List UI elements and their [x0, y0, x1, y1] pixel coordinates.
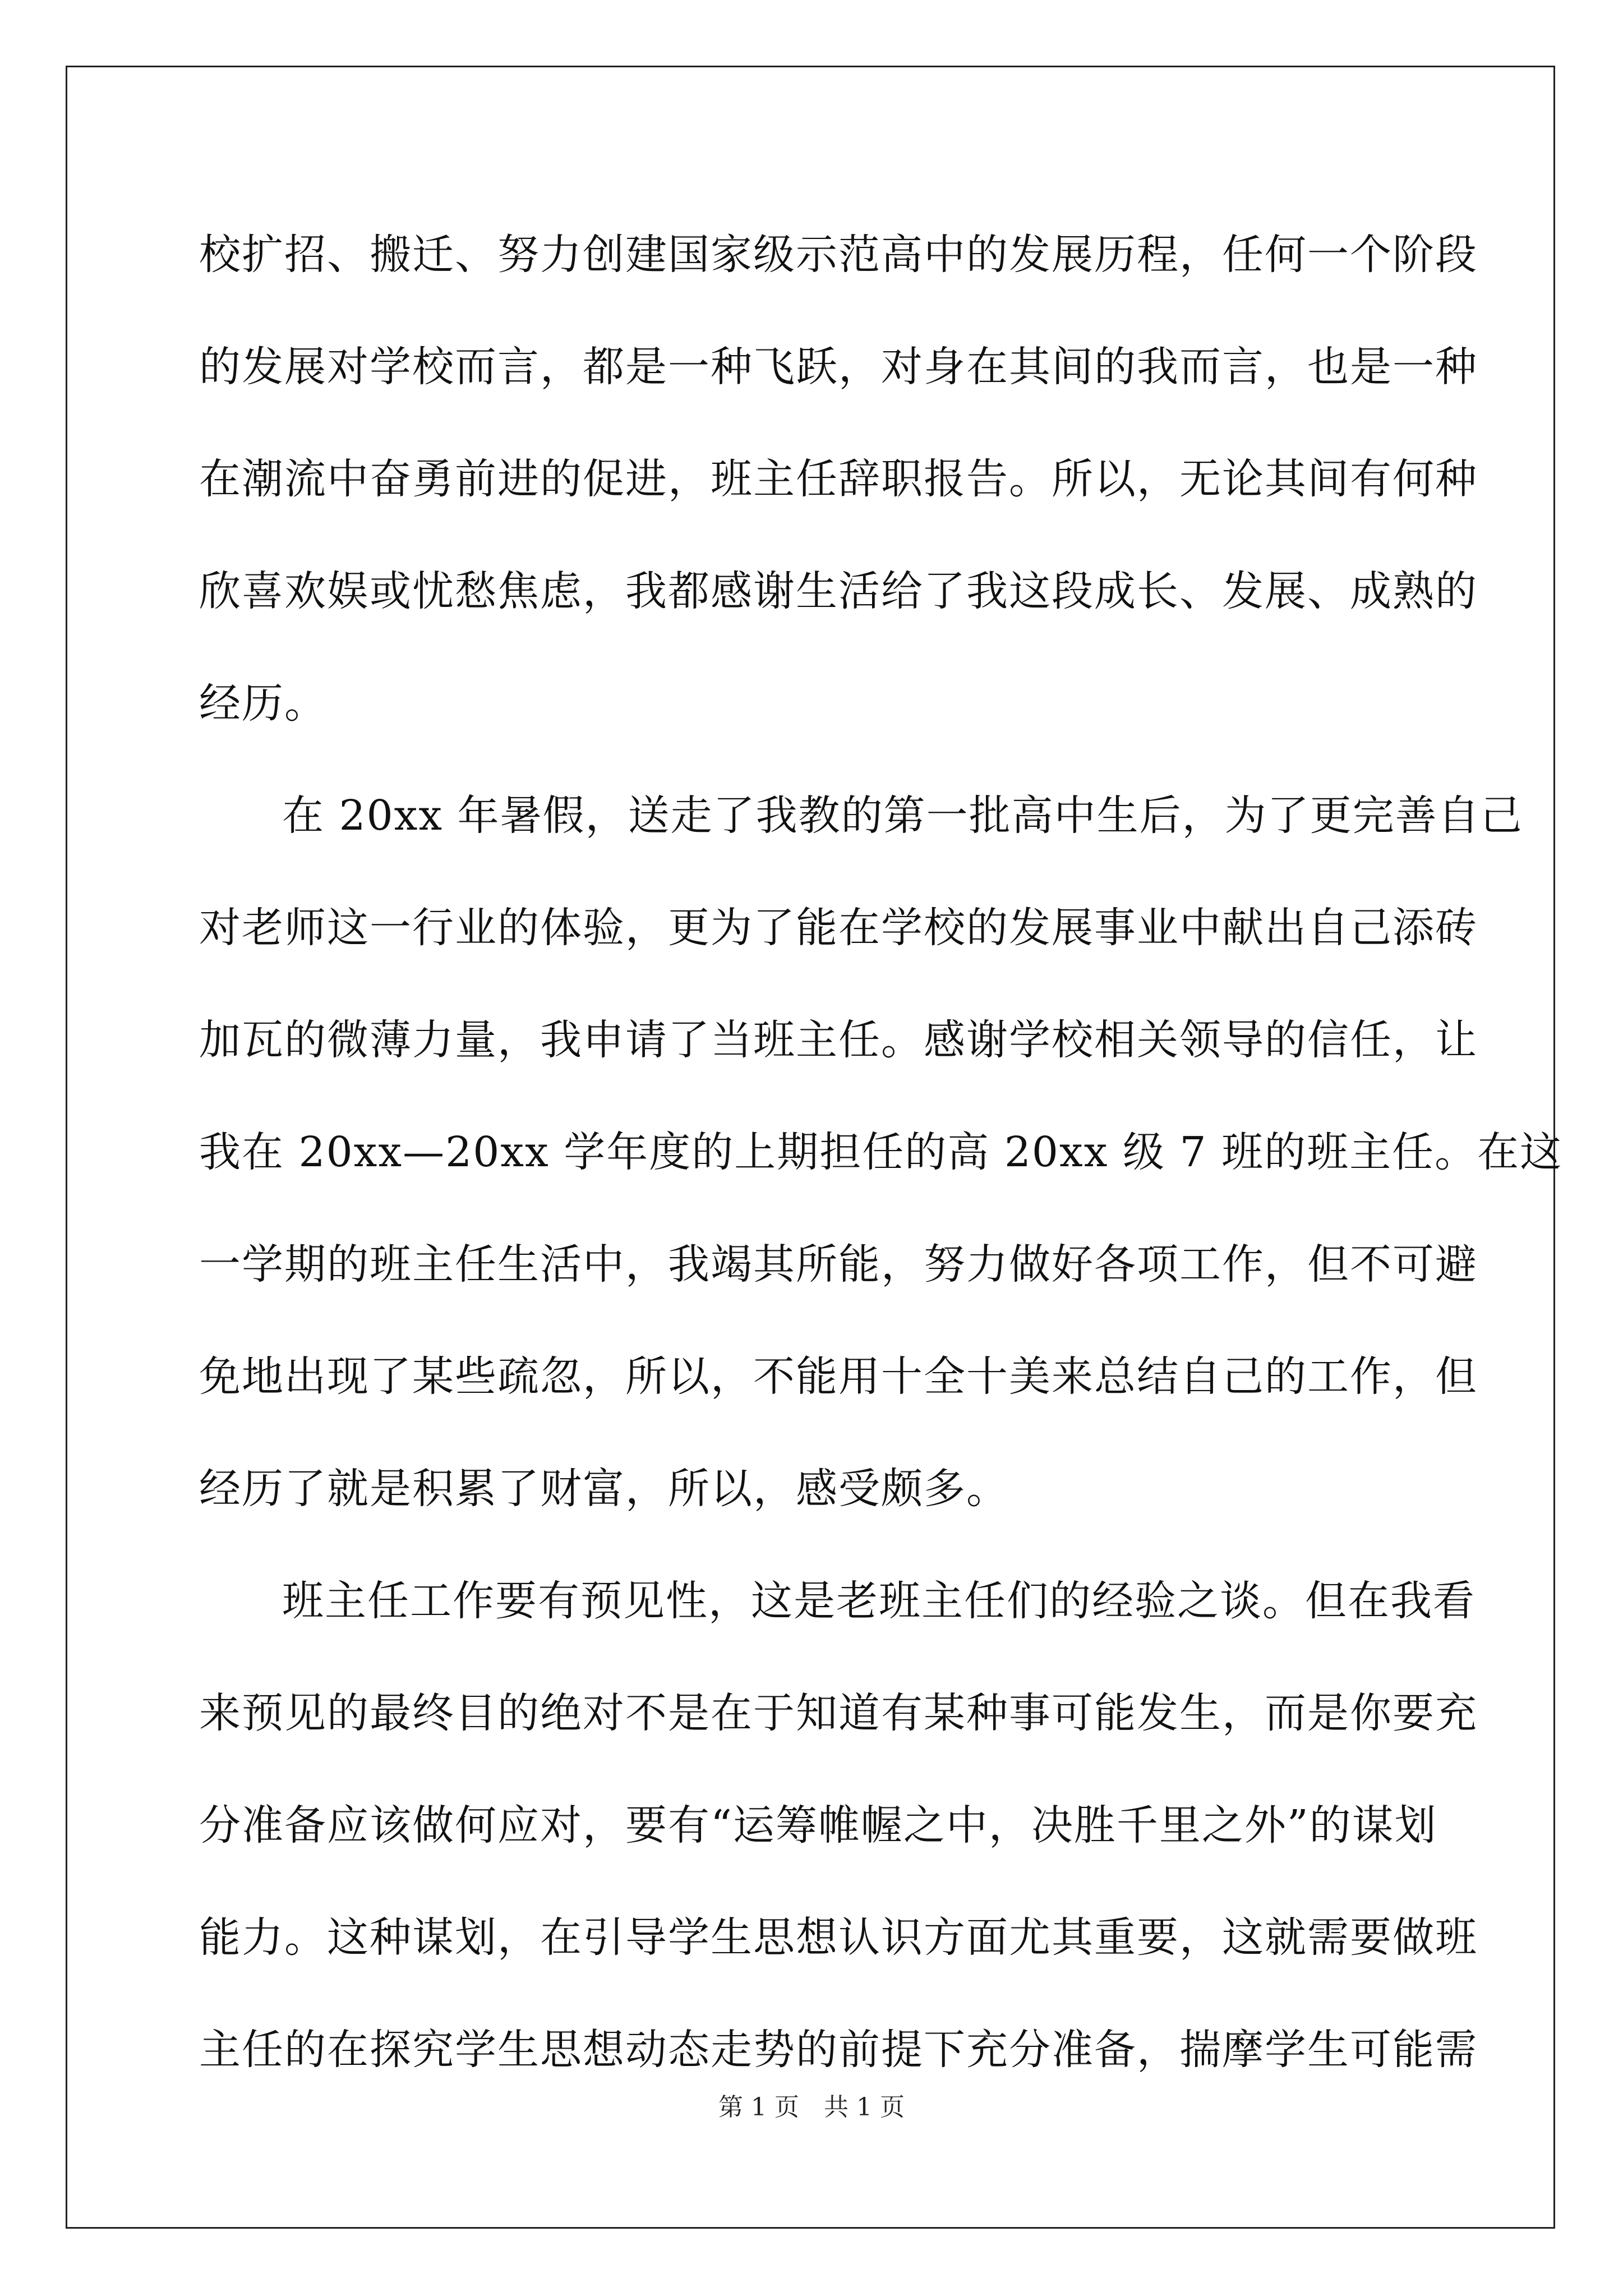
- paragraph-start-line: 在 20xx 年暑假，送走了我教的第一批高中生后，为了更完善自己: [282, 792, 1523, 840]
- text-line: 主任的在探究学生思想动态走势的前提下充分准备，揣摩学生可能需: [199, 2026, 1478, 2074]
- text-line: 能力。这种谋划，在引导学生思想认识方面尤其重要，这就需要做班: [199, 1913, 1478, 1962]
- text-line: 在潮流中奋勇前进的促进，班主任辞职报告。所以，无论其间有何种: [199, 455, 1478, 503]
- text-line: 来预见的最终目的绝对不是在于知道有某种事可能发生，而是你要充: [199, 1689, 1478, 1737]
- text-line: 免地出现了某些疏忽，所以，不能用十全十美来总结自己的工作，但: [199, 1352, 1478, 1401]
- text-line: 经历。: [199, 679, 327, 728]
- page-number-total: 共 1 页: [824, 2093, 905, 2122]
- text-line: 分准备应该做何应对，要有“运筹帷幄之中，决胜千里之外”的谋划: [199, 1801, 1437, 1849]
- page-number-current: 第 1 页: [718, 2093, 799, 2122]
- paragraph-start-line: 班主任工作要有预见性，这是老班主任们的经验之谈。但在我看: [282, 1577, 1476, 1625]
- text-line: 对老师这一行业的体验，更为了能在学校的发展事业中献出自己添砖: [199, 904, 1478, 952]
- text-line: 的发展对学校而言，都是一种飞跃，对身在其间的我而言，也是一种: [199, 343, 1478, 391]
- text-line: 欣喜欢娱或忧愁焦虑，我都感谢生活给了我这段成长、发展、成熟的: [199, 567, 1478, 615]
- text-line: 校扩招、搬迁、努力创建国家级示范高中的发展历程，任何一个阶段: [199, 231, 1478, 279]
- text-line: 经历了就是积累了财富，所以，感受颇多。: [199, 1465, 1009, 1513]
- text-line: 加瓦的微薄力量，我申请了当班主任。感谢学校相关领导的信任，让: [199, 1016, 1478, 1064]
- text-line: 我在 20xx—20xx 学年度的上期担任的高 20xx 级 7 班的班主任。在这: [199, 1128, 1563, 1176]
- document-body: [199, 218, 1563, 2125]
- text-line: 一学期的班主任生活中，我竭其所能，努力做好各项工作，但不可避: [199, 1240, 1478, 1289]
- page-footer: [0, 2087, 1623, 2123]
